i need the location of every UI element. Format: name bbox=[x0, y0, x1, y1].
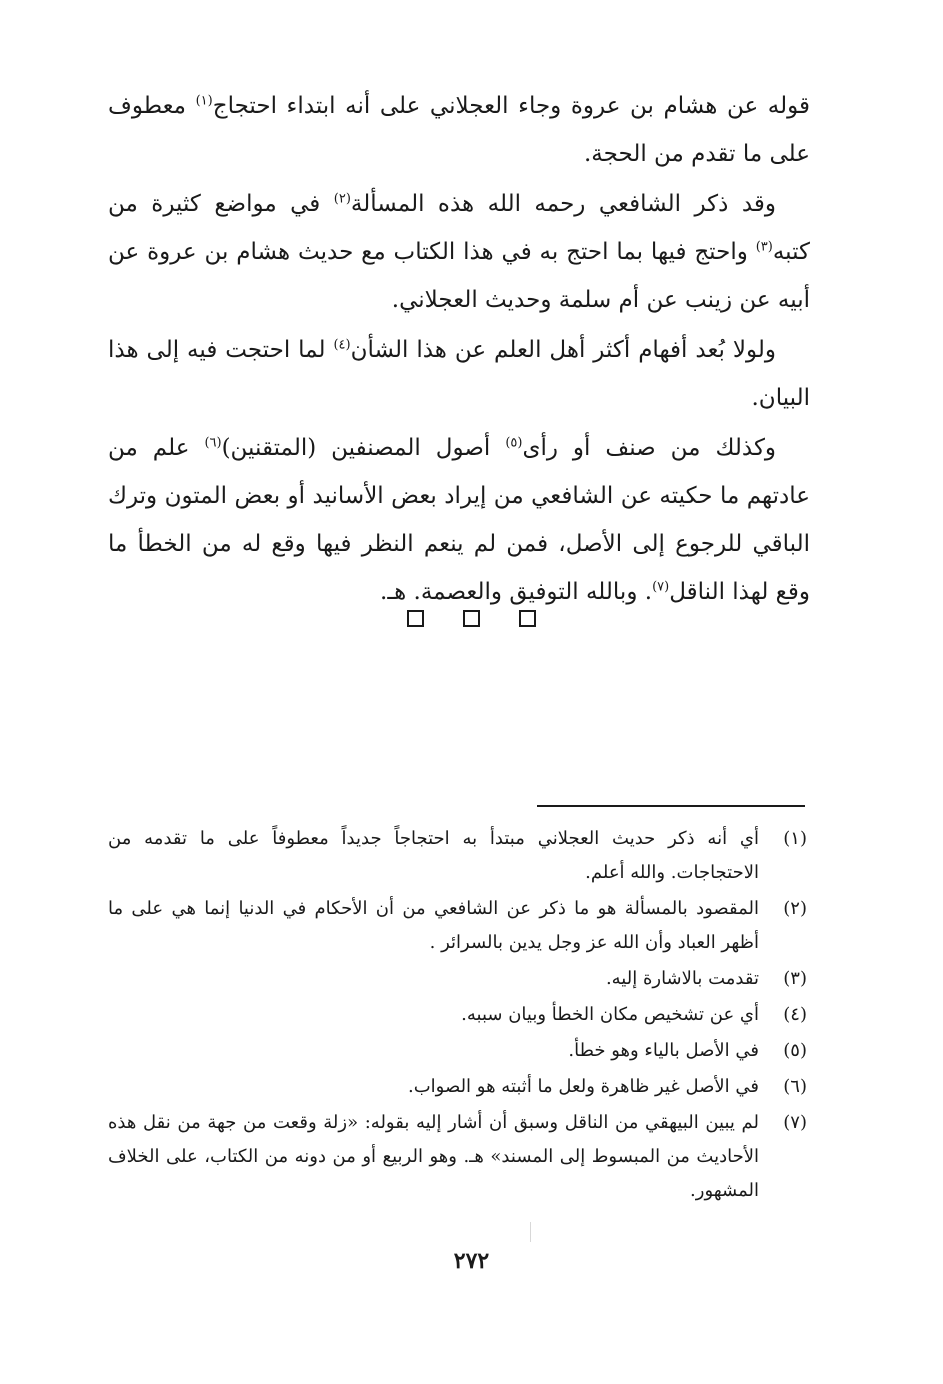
paragraph-1-tail: معطوف على ما تقدم من الحجة. bbox=[108, 93, 810, 167]
footnote-text: المقصود بالمسألة هو ما ذكر عن الشافعي من أن الأحكام في الدنيا إنما هي على ما أظهر العباد وأن الله عز وجل يدين بالسرائر . bbox=[108, 898, 759, 953]
footnote-ref-1: (١) bbox=[195, 93, 213, 109]
footnote-text: لم يبين البيهقي من الناقل وسبق أن أشار إليه بقوله: «زلة وقعت من جهة من نقل هذه الأحاديث من المبسوط إلى المسند» هـ. وهو الربيع أو من دونه من الكتاب، على الخلاف المشهور. bbox=[108, 1112, 759, 1201]
footnote-ref-3: (٣) bbox=[755, 239, 773, 255]
scan-mark bbox=[530, 1222, 531, 1242]
paragraph-4-text: وكذلك من صنف أو رأى bbox=[522, 435, 776, 461]
footnote-ref-4: (٤) bbox=[333, 337, 351, 353]
footnote-number: (٥) bbox=[783, 1040, 807, 1061]
main-text bbox=[108, 82, 810, 618]
paragraph-2 bbox=[108, 180, 810, 324]
footnote-item bbox=[108, 998, 807, 1032]
footnote-number: (١) bbox=[783, 828, 807, 849]
footnote-number: (٧) bbox=[783, 1112, 807, 1133]
paragraph-3 bbox=[108, 326, 810, 422]
paragraph-2-tail: واحتج فيها بما احتج به في هذا الكتاب مع حديث هشام بن عروة عن أبيه عن زينب عن أم سلمة وحديث العجلاني. bbox=[108, 239, 810, 313]
footnote-text: في الأصل غير ظاهرة ولعل ما أثبته هو الصواب. bbox=[408, 1076, 759, 1097]
paragraph-3-tail: لما احتجت فيه إلى هذا البيان. bbox=[108, 337, 810, 411]
paragraph-1-text: قوله عن هشام بن عروة وجاء العجلاني على أنه ابتداء احتجاج bbox=[212, 93, 810, 119]
page-number: ٢٧٢ bbox=[453, 1248, 490, 1274]
paragraph-2-text: وقد ذكر الشافعي رحمه الله هذه المسألة bbox=[350, 191, 777, 217]
footnote-item bbox=[108, 1034, 807, 1068]
footnote-number: (٣) bbox=[783, 968, 807, 989]
footnote-ref-2: (٢) bbox=[333, 191, 351, 207]
paragraph-1 bbox=[108, 82, 810, 178]
section-end-ornament bbox=[0, 608, 943, 628]
footnote-number: (٢) bbox=[783, 898, 807, 919]
footnote-item bbox=[108, 1070, 807, 1104]
footnote-ref-5: (٥) bbox=[505, 435, 523, 451]
footnotes bbox=[108, 822, 807, 1210]
footnote-item bbox=[108, 962, 807, 996]
paragraph-3-text: ولولا بُعد أفهام أكثر أهل العلم عن هذا الشأن bbox=[350, 337, 776, 363]
footnote-text: تقدمت بالاشارة إليه. bbox=[605, 968, 759, 989]
footnote-number: (٦) bbox=[783, 1076, 807, 1097]
paragraph-2-mid: في مواضع كثيرة من كتبه bbox=[108, 191, 810, 265]
footnote-item bbox=[108, 822, 807, 890]
paragraph-4-tail-2: . وبالله التوفيق والعصمة. هـ. bbox=[380, 579, 653, 605]
square-ornament-icon bbox=[407, 610, 424, 627]
paragraph-4 bbox=[108, 424, 810, 616]
footnote-text: في الأصل بالياء وهو خطأ. bbox=[568, 1040, 759, 1061]
footnote-text: أي عن تشخيص مكان الخطأ وبيان سببه. bbox=[461, 1004, 759, 1025]
footnote-item bbox=[108, 892, 807, 960]
paragraph-4-tail: علم من عادتهم ما حكيته عن الشافعي من إيراد بعض الأسانيد أو بعض المتون وترك الباقي للرجوع إلى الأصل، فمن لم ينعم النظر فيها وقع له من الخطأ ما وقع لهذا الناقل bbox=[108, 435, 810, 605]
footnote-separator bbox=[537, 805, 805, 807]
footnote-item bbox=[108, 1106, 807, 1208]
square-ornament-icon bbox=[463, 610, 480, 627]
square-ornament-icon bbox=[519, 610, 536, 627]
footnote-ref-7: (٧) bbox=[652, 579, 670, 595]
footnote-ref-6: (٦) bbox=[204, 435, 222, 451]
footnote-number: (٤) bbox=[783, 1004, 807, 1025]
footnote-text: أي أنه ذكر حديث العجلاني مبتدأ به احتجاجاً جديداً معطوفاً على ما تقدمه من الاحتجاجات. والله أعلم. bbox=[108, 828, 759, 883]
paragraph-4-mid: أصول المصنفين (المتقنين) bbox=[221, 435, 506, 461]
